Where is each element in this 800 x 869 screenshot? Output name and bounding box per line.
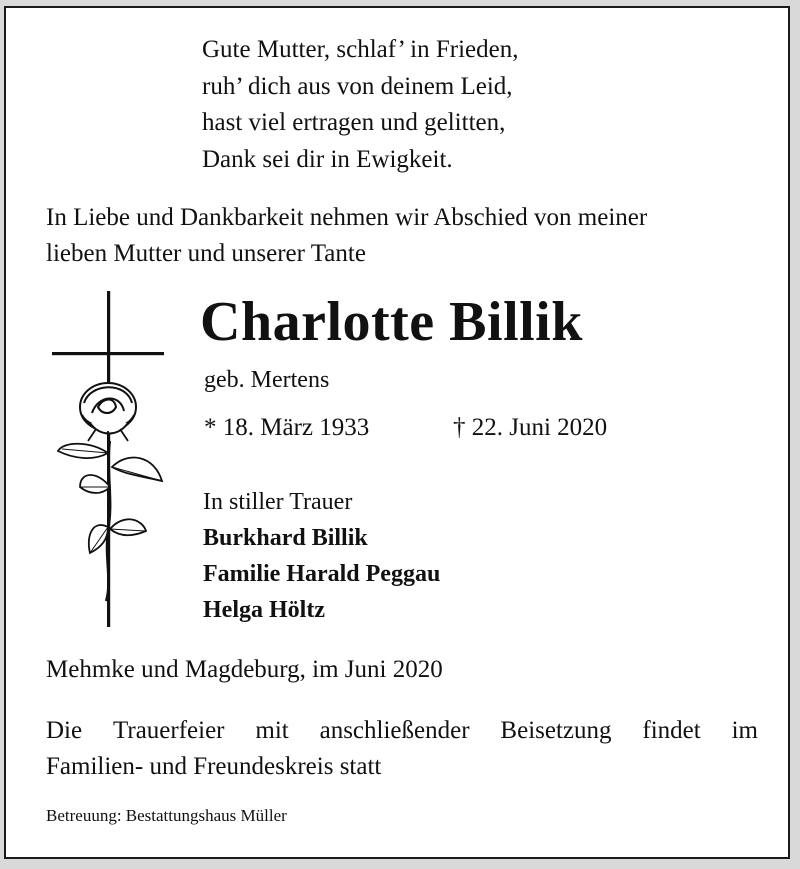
ceremony-line: Familien- und Freundeskreis statt	[46, 753, 382, 780]
born-name: geb. Mertens	[204, 367, 330, 393]
ceremony-word: Trauerfeier	[112, 717, 225, 744]
poem-line: hast viel ertragen und gelitten,	[202, 109, 506, 136]
deceased-name: Charlotte Billik	[200, 291, 583, 353]
intro-line: lieben Mutter und unserer Tante	[46, 240, 366, 267]
mourner-name: Burkhard Billik	[203, 525, 368, 551]
cross-with-rose-icon	[50, 291, 170, 636]
birth-date: * 18. März 1933	[204, 414, 370, 441]
obituary-notice	[4, 6, 790, 859]
poem-line: Gute Mutter, schlaf’ in Frieden,	[202, 36, 519, 63]
ceremony-word: im	[731, 717, 758, 744]
poem-line: ruh’ dich aus von deinem Leid,	[202, 72, 513, 100]
ceremony-text	[46, 713, 758, 785]
ceremony-line	[46, 713, 758, 749]
mourners	[203, 484, 440, 628]
ceremony-word: anschließender	[319, 717, 470, 744]
ceremony-word: Beisetzung	[500, 717, 612, 744]
intro-line: In Liebe und Dankbarkeit nehmen wir Abschied von meiner	[46, 204, 648, 231]
ceremony-word: findet	[642, 717, 701, 744]
ceremony-word: Die	[46, 717, 83, 744]
poem	[202, 32, 519, 178]
mourner-name: Familie Harald Peggau	[203, 561, 441, 587]
mourners-heading: In stiller Trauer	[203, 489, 353, 515]
funeral-home-credit: Betreuung: Bestattungshaus Müller	[46, 806, 287, 825]
intro-text	[46, 200, 647, 272]
death-date: † 22. Juni 2020	[453, 414, 608, 441]
poem-line: Dank sei dir in Ewigkeit.	[202, 145, 453, 173]
place-date: Mehmke und Magdeburg, im Juni 2020	[46, 656, 443, 683]
mourner-name: Helga Höltz	[203, 597, 325, 623]
ceremony-word: mit	[255, 717, 289, 744]
